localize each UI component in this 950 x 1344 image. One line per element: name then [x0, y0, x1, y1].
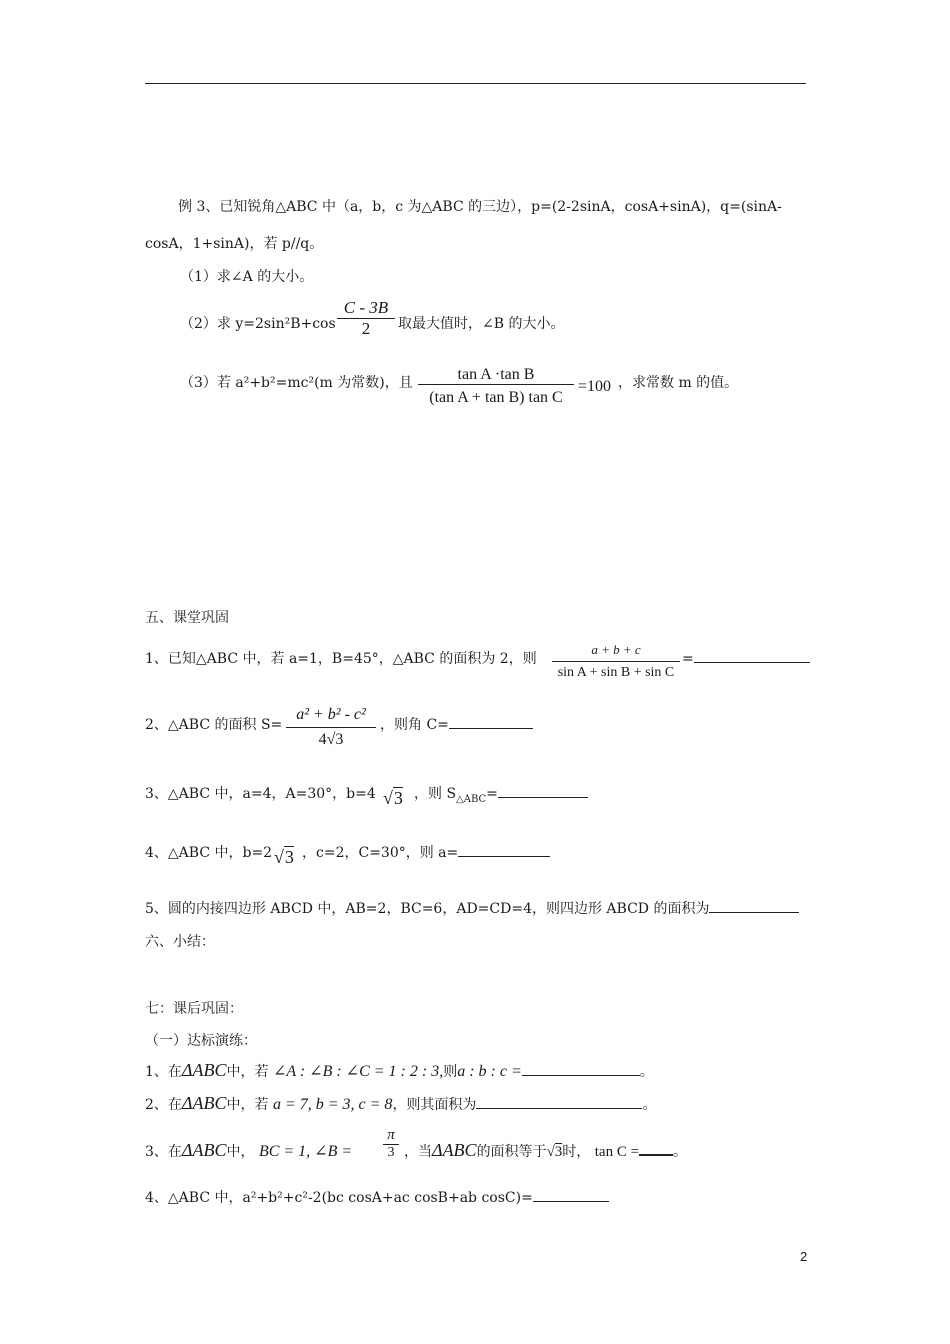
- section7-subheading: （一）达标演练：: [145, 1033, 257, 1049]
- example3-q2-tail: 取最大值时，∠B 的大小。: [398, 316, 565, 332]
- s5-p2-text: 2、△ABC 的面积 S=: [145, 717, 283, 733]
- fraction-numerator: a² + b² - c²: [296, 706, 366, 723]
- s7-e1-end: 。: [639, 1064, 654, 1080]
- s5-p3-answer-blank[interactable]: [498, 783, 588, 798]
- fraction-denominator: 2: [361, 319, 371, 338]
- example3-line2: cosA，1+sinA)，若 p//q。: [145, 236, 324, 252]
- fraction-numerator: a + b + c: [591, 642, 641, 657]
- s7-e1-ratio: ∠A : ∠B : ∠C = 1 : 2 : 3,: [272, 1063, 444, 1080]
- fraction-denominator: 3: [387, 1145, 395, 1160]
- example3-q2-text: （2）求 y=2sin²B+cos: [180, 316, 336, 332]
- s5-p1-text: 1、已知△ABC 中，若 a=1，B=45°，△ABC 的面积为 2，则: [145, 651, 537, 667]
- sqrt-radicand: 3: [284, 847, 294, 867]
- example3-q3-tail: ，求常数 m 的值。: [618, 375, 739, 391]
- sqrt-radicand: 3: [393, 788, 403, 808]
- s5-p2-fraction: [286, 706, 376, 749]
- s7-e1-answer-blank[interactable]: [522, 1061, 640, 1076]
- s7-e3: [145, 1140, 352, 1161]
- s5-p3-tail: [414, 783, 588, 805]
- example3-q3-fraction: [418, 366, 574, 407]
- header-rule: [145, 83, 806, 84]
- s7-e3-end: 。: [673, 1144, 688, 1160]
- s5-p3-text: 3、△ABC 中，a=4，A=30°，b=4: [145, 786, 376, 802]
- s5-p2-tail: [380, 714, 533, 734]
- s7-e2-answer-blank[interactable]: [476, 1094, 642, 1109]
- s7-e3-area: 的面积等于: [476, 1144, 547, 1160]
- s7-e3-triangle: ΔABC: [181, 1140, 227, 1160]
- s7-e2-end: 。: [642, 1097, 657, 1113]
- s5-p1-answer-blank[interactable]: [694, 648, 810, 663]
- example3-line1: 例 3、已知锐角△ABC 中（a，b，c 为△ABC 的三边），p=(2-2sinA，cosA+sinA)，q=(sinA-: [178, 199, 782, 215]
- s7-e3-cond: BC = 1, ∠B =: [258, 1143, 353, 1160]
- s5-p2-answer-blank[interactable]: [449, 714, 533, 729]
- s5-p4-text: 4、△ABC 中，b=2: [145, 845, 273, 861]
- s5-p3-eq: =: [486, 786, 498, 802]
- example3-q3-text: （3）若 a²+b²=mc²(m 为常数)，且: [180, 375, 413, 391]
- s7-e2: [145, 1093, 656, 1114]
- s7-e1: [145, 1060, 654, 1081]
- s7-e4-text: 4、△ABC 中，a²+b²+c²-2(bc cosA+ac cosB+ab cosC)=: [145, 1190, 533, 1206]
- s5-p1-eq-sign: =: [682, 651, 694, 667]
- s7-e2-triangle: ΔABC: [181, 1093, 227, 1113]
- s7-e3-answer-blank[interactable]: [639, 1140, 673, 1156]
- s7-e1-abc: a : b : c =: [457, 1063, 522, 1080]
- s7-e2-mid: 中，若: [226, 1097, 269, 1113]
- s7-e2-values: a = 7, b = 3, c = 8: [272, 1096, 393, 1113]
- s5-p5-text: 5、圆的内接四边形 ABCD 中，AB=2，BC=6，AD=CD=4，则四边形 ABCD 的面积为: [145, 901, 710, 917]
- example3-q2-fraction: [337, 298, 395, 339]
- s7-e2-post: ，则其面积为: [392, 1097, 477, 1113]
- s5-p3-tail-text: ，则 S: [414, 786, 457, 802]
- s5-p3-sub: △ABC: [456, 793, 487, 805]
- section5-heading: 五、课堂巩固: [145, 610, 229, 626]
- s5-p4-sqrt: √3: [274, 847, 294, 867]
- example3-q1: （1）求∠A 的大小。: [180, 269, 314, 285]
- section7-heading: 七：课后巩固：: [145, 1001, 243, 1017]
- s5-p3-sqrt: √3: [383, 788, 403, 808]
- fraction-denominator: (tan A + tan B) tan C: [429, 389, 563, 406]
- fraction-bar: [286, 727, 376, 728]
- fraction-bar: [418, 384, 574, 385]
- s7-e1-then: 则: [443, 1064, 458, 1080]
- s5-p2-tail-text: ，则角 C=: [380, 717, 449, 733]
- s7-e3-mid: 中，: [226, 1144, 255, 1160]
- s5-p5: [145, 898, 799, 918]
- fraction-numerator: π: [387, 1127, 395, 1143]
- s7-e3-time: 时，: [562, 1144, 591, 1160]
- s7-e4: [145, 1187, 609, 1207]
- s7-e2-pre: 2、在: [145, 1097, 182, 1113]
- s7-e3-pre: 3、在: [145, 1144, 182, 1160]
- s5-p1-eq: [682, 648, 810, 667]
- page-number: 2: [800, 1249, 808, 1264]
- s7-e1-mid: 中，若: [226, 1064, 269, 1080]
- section6-heading: 六、小结：: [145, 934, 215, 950]
- s7-e1-pre: 1、在: [145, 1064, 182, 1080]
- s5-p4-tail: [302, 842, 550, 862]
- fraction-bar: [552, 661, 680, 662]
- s7-e3-when: ，当: [404, 1144, 432, 1160]
- s5-p5-answer-blank[interactable]: [709, 898, 799, 913]
- s5-p1-fraction: [552, 642, 680, 681]
- s7-e1-triangle: ΔABC: [181, 1060, 227, 1080]
- fraction-denominator: 4√3: [318, 731, 344, 748]
- s5-p4-tail-text: ，c=2，C=30°，则 a=: [302, 845, 459, 861]
- s7-e4-answer-blank[interactable]: [533, 1187, 609, 1202]
- s5-p4-answer-blank[interactable]: [458, 842, 550, 857]
- example3-q3-eq: =100: [578, 378, 612, 395]
- sqrt-radicand: 3: [554, 1144, 563, 1160]
- fraction-numerator: C - 3B: [343, 298, 389, 317]
- fraction-numerator: tan A ·tan B: [457, 366, 535, 383]
- s7-e3-triangle2: ΔABC: [432, 1140, 477, 1160]
- s7-e3-tan: tan C =: [594, 1144, 640, 1160]
- s7-e3-fraction: [383, 1127, 399, 1161]
- fraction-denominator: sin A + sin B + sin C: [557, 665, 675, 680]
- s7-e3-sqrt: √3: [546, 1144, 563, 1160]
- s7-e3-tail: [404, 1140, 687, 1161]
